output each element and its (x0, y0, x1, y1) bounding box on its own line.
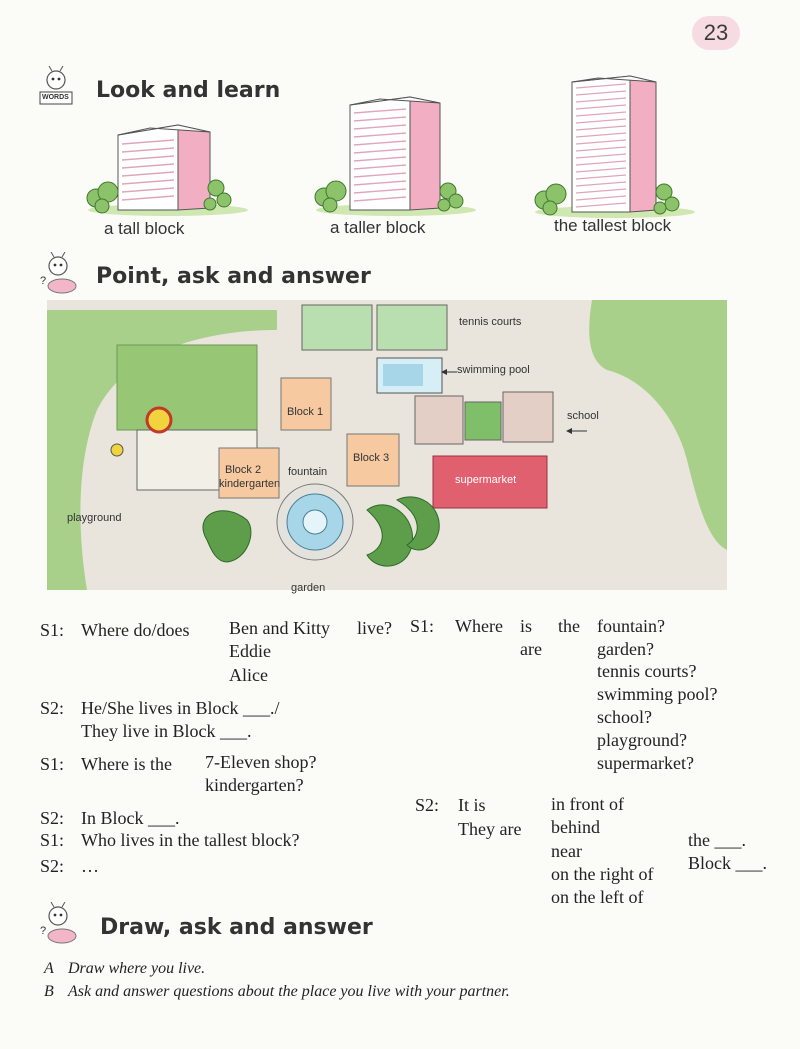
live-question: live? (357, 618, 392, 638)
words-label: WORDS (42, 94, 69, 101)
estate-map (47, 300, 727, 600)
preposition-option: in front of (551, 794, 624, 814)
shop-option: 7-Eleven shop? (205, 752, 317, 772)
are-option: are (520, 639, 542, 659)
preposition-option: behind (551, 817, 600, 837)
left-s2-label-3: S2: (40, 856, 65, 876)
place-option: tennis courts? (597, 661, 697, 681)
they-live-text: They live in Block ___. (81, 721, 252, 741)
kindergarten-label: kindergarten (219, 478, 281, 490)
svg-text:?: ? (40, 275, 47, 287)
preposition-option: near (551, 841, 582, 861)
garden-label: garden (291, 582, 326, 594)
ant-question-icon (38, 252, 74, 290)
point-ask-answer-heading: Point, ask and answer (96, 264, 371, 289)
preposition-option: on the left of (551, 887, 644, 907)
right-s1-label: S1: (410, 616, 435, 636)
name-option: Alice (229, 665, 268, 685)
tall-block-illustration (78, 70, 268, 240)
taller-block-caption: a taller block (330, 218, 426, 237)
where-is-the-text: Where is the (81, 754, 172, 774)
words-ant-icon (38, 66, 74, 104)
fountain-label: fountain (288, 466, 328, 478)
place-option: swimming pool? (597, 684, 718, 704)
right-s2-label: S2: (415, 795, 440, 815)
place-option: playground? (597, 730, 687, 750)
ellipsis-text: … (81, 856, 99, 876)
place-option: school? (597, 707, 652, 727)
block2-label: Block 2 (225, 464, 262, 476)
look-and-learn-heading: Look and learn (96, 78, 281, 103)
where-do-does-text: Where do/does (81, 620, 190, 640)
who-lives-text: Who lives in the tallest block? (81, 830, 300, 850)
instruction-text: Draw where you live. (68, 960, 206, 977)
tall-block-caption: a tall block (104, 219, 185, 238)
place-option: supermarket? (597, 753, 694, 773)
instruction-text: Ask and answer questions about the place you live with your partner. (68, 983, 510, 1000)
taller-block-illustration (306, 55, 496, 225)
school-label: school (567, 410, 599, 422)
playground-label: playground (67, 512, 122, 524)
the-blank-text: the ___. (688, 830, 746, 850)
instruction-letter: B (44, 983, 54, 1000)
in-block-text: In Block ___. (81, 808, 180, 828)
it-is-option: It is (458, 795, 486, 815)
shop-option: kindergarten? (205, 775, 304, 795)
name-option: Ben and Kitty (229, 618, 330, 638)
place-option: garden? (597, 639, 654, 659)
left-s1-label-2: S1: (40, 754, 65, 774)
page-number: 23 (692, 16, 740, 50)
the-text: the (558, 616, 580, 636)
block1-label: Block 1 (287, 406, 324, 418)
they-are-option: They are (458, 819, 522, 839)
svg-text:?: ? (40, 925, 47, 937)
draw-ask-answer-heading: Draw, ask and answer (100, 915, 373, 940)
block-blank-text: Block ___. (688, 853, 767, 873)
name-option: Eddie (229, 641, 271, 661)
supermarket-label: supermarket (455, 474, 517, 486)
place-option: fountain? (597, 616, 665, 636)
tennis-courts-label: tennis courts (459, 316, 522, 328)
ant-question-icon (38, 902, 74, 940)
is-option: is (520, 616, 533, 636)
left-s1-label-1: S1: (40, 620, 65, 640)
tallest-block-caption: the tallest block (554, 216, 672, 235)
left-s2-label-1: S2: (40, 698, 65, 718)
tallest-block-illustration (530, 62, 720, 222)
he-she-lives-text: He/She lives in Block ___./ (81, 698, 280, 718)
swimming-pool-label: swimming pool (457, 364, 530, 376)
block3-label: Block 3 (353, 452, 390, 464)
instruction-letter: A (44, 960, 54, 977)
preposition-option: on the right of (551, 864, 654, 884)
left-s1-label-3: S1: (40, 830, 65, 850)
left-s2-label-2: S2: (40, 808, 65, 828)
where-text: Where (455, 616, 503, 636)
